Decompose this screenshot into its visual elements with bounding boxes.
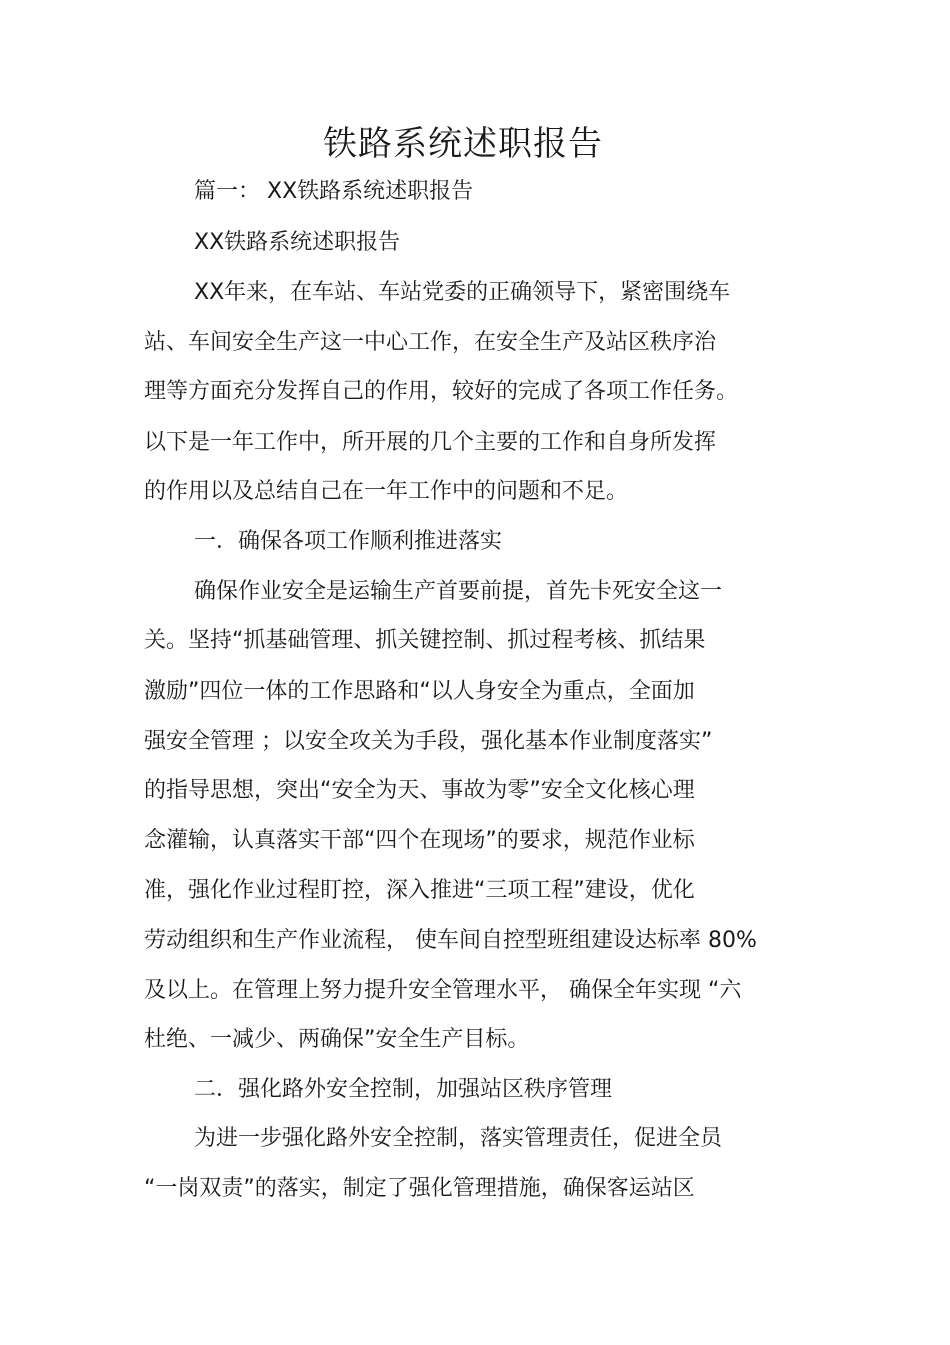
paragraph-line: 及以上。在管理上努力提升安全管理水平， 确保全年实现 “六 bbox=[144, 978, 742, 1003]
paragraph-line: 准，强化作业过程盯控，深入推进“三项工程”建设，优化 bbox=[144, 878, 695, 903]
paragraph-line: 为进一步强化路外安全控制，落实管理责任，促进全员 bbox=[194, 1126, 723, 1151]
document-title: 铁路系统述职报告 bbox=[323, 124, 603, 164]
subtitle-line: XX铁路系统述职报告 bbox=[194, 230, 401, 255]
paragraph-line: 的作用以及总结自己在一年工作中的问题和不足。 bbox=[144, 479, 629, 504]
paragraph-line: 的指导思想，突出“安全为天、事故为零”安全文化核心理 bbox=[144, 778, 695, 803]
paragraph-line: 以下是一年工作中，所开展的几个主要的工作和自身所发挥 bbox=[144, 430, 717, 455]
paragraph-line: 理等方面充分发挥自己的作用，较好的完成了各项工作任务。 bbox=[144, 379, 739, 404]
paragraph-line: “一岗双责”的落实，制定了强化管理措施，确保客运站区 bbox=[144, 1176, 695, 1201]
paragraph-line: 确保作业安全是运输生产首要前提，首先卡死安全这一 bbox=[194, 579, 723, 604]
paragraph-line: 杜绝、一减少、两确保”安全生产目标。 bbox=[144, 1027, 530, 1052]
subtitle-line: 篇一： XX铁路系统述职报告 bbox=[194, 179, 474, 204]
paragraph-line: 站、车间安全生产这一中心工作，在安全生产及站区秩序治 bbox=[144, 330, 717, 355]
section-heading: 二．强化路外安全控制，加强站区秩序管理 bbox=[194, 1077, 613, 1102]
paragraph-line: 念灌输，认真落实干部“四个在现场”的要求，规范作业标 bbox=[144, 828, 695, 853]
paragraph-line: 劳动组织和生产作业流程， 使车间自控型班组建设达标率 80% bbox=[144, 928, 757, 953]
paragraph-line: 关。坚持“抓基础管理、抓关键控制、抓过程考核、抓结果 bbox=[144, 628, 706, 653]
section-heading: 一．确保各项工作顺利推进落实 bbox=[194, 529, 503, 554]
paragraph-line: XX年来，在车站、车站党委的正确领导下，紧密围绕车 bbox=[194, 280, 731, 305]
paragraph-line: 强安全管理 ；以安全攻关为手段，强化基本作业制度落实” bbox=[144, 729, 713, 754]
paragraph-line: 激励”四位一体的工作思路和“以人身安全为重点，全面加 bbox=[144, 679, 695, 704]
